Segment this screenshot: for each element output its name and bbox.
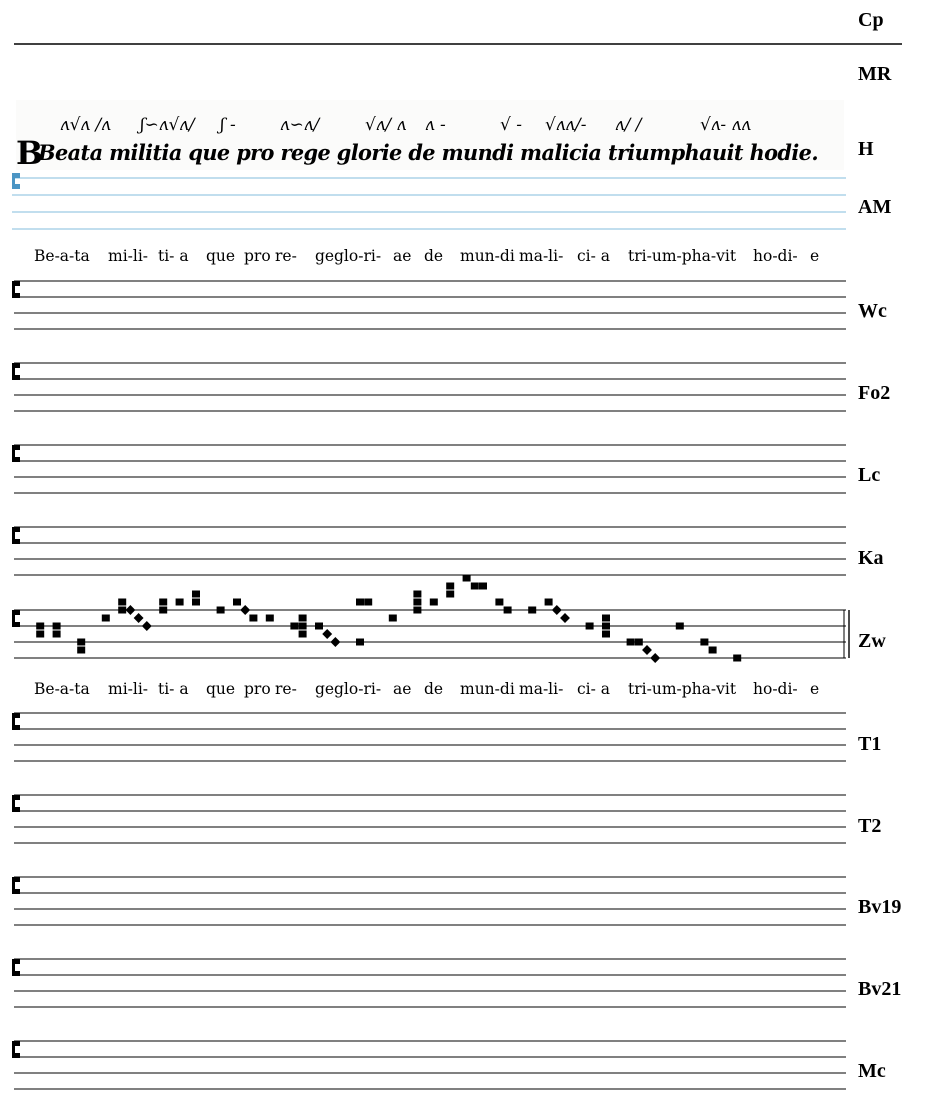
punctum-note (299, 631, 307, 638)
punctum-note (356, 599, 364, 606)
lyrics-line-upper (34, 247, 819, 265)
punctum-note (463, 575, 471, 582)
punctum-note (413, 599, 421, 606)
punctum-note (176, 599, 184, 606)
manuscript-neume: ʃ - (220, 115, 236, 135)
punctum-note (249, 615, 257, 622)
staff-wc (12, 281, 846, 329)
lyric-syllable: ci- a (577, 680, 611, 698)
c-clef-icon (12, 527, 20, 544)
lyric-syllable: ci- a (577, 247, 611, 265)
lyrics-line-lower (34, 680, 819, 698)
punctum-note (733, 655, 741, 662)
punctum-note (446, 591, 454, 598)
lyric-syllable: ti- a (158, 680, 189, 698)
lyric-syllable: ae (393, 247, 412, 265)
lyric-syllable: Be-a-ta (34, 680, 90, 698)
punctum-note (602, 623, 610, 630)
lyric-syllable: que (206, 247, 236, 265)
manuscript-neume: √ - (500, 115, 522, 135)
punctum-note (602, 615, 610, 622)
punctum-note (495, 599, 503, 606)
c-clef-icon (12, 713, 20, 730)
staff-fo2 (12, 363, 846, 411)
punctum-note (446, 583, 454, 590)
c-clef-icon (12, 445, 20, 462)
lyric-syllable: glo-ri- (334, 680, 382, 698)
punctum-note (545, 599, 553, 606)
punctum-note (36, 623, 44, 630)
staff-bv19 (12, 877, 846, 925)
lyric-syllable: ti- a (158, 247, 189, 265)
siglum-wc: Wc (858, 300, 887, 322)
siglum-bv19: Bv19 (858, 896, 902, 918)
punctum-note (364, 599, 372, 606)
lyric-syllable: re- (275, 680, 297, 698)
punctum-note (430, 599, 438, 606)
lyric-syllable: Be-a-ta (34, 247, 90, 265)
lyric-syllable: de (424, 680, 444, 698)
punctum-note (102, 615, 110, 622)
rhombus-note (142, 621, 152, 631)
c-clef-icon (12, 1041, 20, 1058)
manuscript-neume: ʃ∽ʌ√ʌ∕ (140, 115, 195, 135)
c-clef-icon (12, 363, 20, 380)
punctum-note (635, 639, 643, 646)
manuscript-neume: √ʌ∕ ʌ (365, 115, 407, 135)
lyric-syllable: tri-um-pha-vit (628, 247, 737, 265)
punctum-note (504, 607, 512, 614)
siglum-h: H (858, 138, 874, 160)
manuscript-neume: √ʌ- ʌʌ (700, 115, 751, 135)
lyric-syllable: mi-li- (108, 680, 149, 698)
c-clef-icon (12, 281, 20, 298)
punctum-note (413, 591, 421, 598)
manuscript-facsimile (16, 100, 844, 172)
punctum-note (299, 623, 307, 630)
punctum-note (356, 639, 364, 646)
siglum-t2: T2 (858, 815, 882, 837)
rhombus-note (560, 613, 570, 623)
punctum-note (389, 615, 397, 622)
lyric-syllable: pro (244, 247, 271, 265)
rhombus-note (134, 613, 144, 623)
punctum-note (413, 607, 421, 614)
punctum-note (290, 623, 298, 630)
punctum-note (676, 623, 684, 630)
siglum-fo2: Fo2 (858, 382, 891, 404)
punctum-note (528, 607, 536, 614)
lyric-syllable: mun-di (460, 247, 515, 265)
punctum-note (159, 599, 167, 606)
lyric-syllable: mi-li- (108, 247, 149, 265)
lyric-syllable: de (424, 247, 444, 265)
lyric-syllable: ge (315, 680, 335, 698)
lyric-syllable: ma-li- (519, 680, 564, 698)
siglum-cp: Cp (858, 9, 884, 31)
manuscript-neume: ʌ∽ʌ∕ (280, 115, 320, 135)
lyric-syllable: tri-um-pha-vit (628, 680, 737, 698)
rhombus-note (642, 645, 652, 655)
rhombus-note (330, 637, 340, 647)
siglum-mr: MR (858, 63, 892, 85)
c-clef-icon (12, 877, 20, 894)
lyric-syllable: glo-ri- (334, 247, 382, 265)
staff-mc (12, 1041, 846, 1089)
lyric-syllable: ho-di- (753, 247, 798, 265)
siglum-t1: T1 (858, 733, 882, 755)
rhombus-note (552, 605, 562, 615)
punctum-note (192, 591, 200, 598)
punctum-note (53, 631, 61, 638)
punctum-note (233, 599, 241, 606)
punctum-note (77, 647, 85, 654)
staff-t1 (12, 713, 846, 761)
manuscript-neume: ʌ∕ ∕ (615, 115, 642, 135)
staff-lc (12, 445, 846, 493)
siglum-mc: Mc (858, 1060, 886, 1082)
punctum-note (479, 583, 487, 590)
lyric-syllable: ho-di- (753, 680, 798, 698)
rhombus-note (322, 629, 332, 639)
lyric-syllable: que (206, 680, 236, 698)
punctum-note (602, 631, 610, 638)
siglum-lc: Lc (858, 464, 881, 486)
punctum-note (159, 607, 167, 614)
c-clef-icon (12, 795, 20, 812)
punctum-note (709, 647, 717, 654)
lyric-syllable: pro (244, 680, 271, 698)
punctum-note (192, 599, 200, 606)
siglum-zw: Zw (858, 630, 886, 652)
siglum-am: AM (858, 196, 892, 218)
lyric-syllable: ge (315, 247, 335, 265)
punctum-note (586, 623, 594, 630)
am-staff (12, 173, 846, 229)
punctum-note (266, 615, 274, 622)
siglum-bv21: Bv21 (858, 978, 902, 1000)
manuscript-neume: ʌ√ʌ ∕ʌ (60, 115, 111, 135)
lyric-syllable: re- (275, 247, 297, 265)
manuscript-neume: √ʌʌ∕- (545, 115, 587, 135)
punctum-note (118, 607, 126, 614)
sigla-column (858, 9, 901, 1082)
punctum-note (315, 623, 323, 630)
punctum-note (471, 583, 479, 590)
punctum-note (627, 639, 635, 646)
staff-bv21 (12, 959, 846, 1007)
lyric-syllable: e (810, 247, 820, 265)
zw-melody (36, 575, 741, 663)
lyric-syllable: ma-li- (519, 247, 564, 265)
am-clef-icon (12, 173, 20, 189)
c-clef-icon (12, 959, 20, 976)
punctum-note (299, 615, 307, 622)
manuscript-neume: ʌ - (425, 115, 446, 135)
rhombus-note (125, 605, 135, 615)
c-clef-icon (12, 610, 20, 627)
punctum-note (77, 639, 85, 646)
punctum-note (53, 623, 61, 630)
lyric-syllable: ae (393, 680, 412, 698)
rhombus-note (650, 653, 660, 663)
lyric-syllable: mun-di (460, 680, 515, 698)
staff-t2 (12, 795, 846, 843)
staff-ka (12, 527, 846, 575)
punctum-note (36, 631, 44, 638)
manuscript-text: Beata militia que pro rege glorie de mundi malicia triumphauit hodie. (37, 140, 818, 165)
punctum-note (700, 639, 708, 646)
lyric-syllable: e (810, 680, 820, 698)
siglum-ka: Ka (858, 547, 884, 569)
punctum-note (217, 607, 225, 614)
manuscript-initial-b: B (16, 134, 44, 172)
rhombus-note (240, 605, 250, 615)
punctum-note (118, 599, 126, 606)
